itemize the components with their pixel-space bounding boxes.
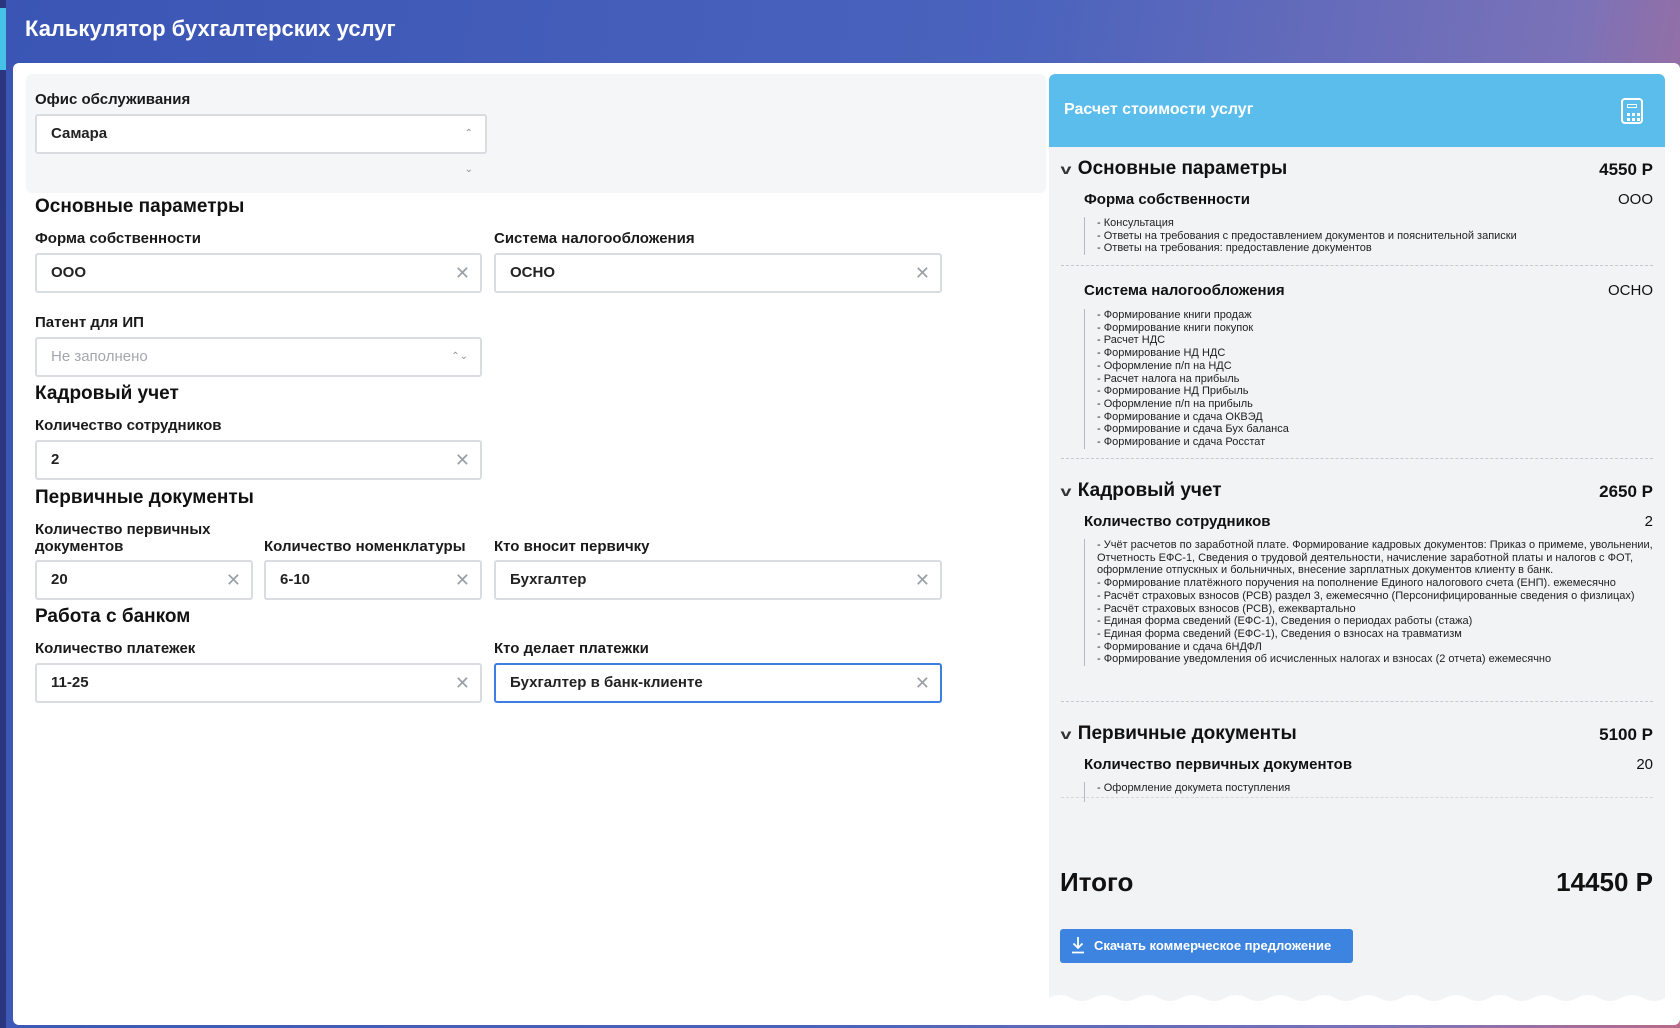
- list-item: - Единая форма сведений (ЕФС-1), Сведения о взносах на травматизм: [1097, 627, 1462, 640]
- patent-label: Патент для ИП: [35, 314, 144, 331]
- list-item: - Оформление п/п на прибыль: [1097, 397, 1253, 410]
- list-item: - Расчет НДС: [1097, 334, 1166, 347]
- clear-icon[interactable]: ✕: [914, 570, 930, 590]
- main-section-title: Основные параметры: [35, 196, 245, 217]
- clear-icon[interactable]: ✕: [454, 570, 470, 590]
- list-item: - Формирование НД НДС: [1097, 347, 1226, 360]
- list-item: - Формирование и сдача Бух баланса: [1097, 423, 1289, 436]
- panel-title: Расчет стоимости услуг: [1064, 101, 1254, 118]
- clear-icon[interactable]: ✕: [454, 263, 470, 283]
- separator: [1061, 701, 1653, 702]
- clear-icon[interactable]: ✕: [225, 570, 241, 590]
- app-title: Калькулятор бухгалтерских услуг: [25, 16, 396, 41]
- patent-placeholder: Не заполнено: [51, 348, 148, 365]
- list-item: - Формирование уведомления об исчисленных налогах и взносах (2 отчета) ежемесячно: [1097, 653, 1552, 666]
- list-item: - Расчёт страховых взносов (РСВ) раздел 3, ежемесячно (Персонифицированные сведения о физлицах): [1097, 589, 1635, 602]
- list-item: - Учёт расчетов по заработной плате. Формирование кадровых документов: Приказ о примеме, увольнении, Отчетность ЕФС-1, Сведения о трудовой деятельности, начисление заработной платы и налогов с ФОТ, оформление отпускных и больничных, внесение зарплатных документов клиенту в банк.: [1097, 539, 1653, 577]
- employees-param-value: 2: [1644, 513, 1653, 530]
- main-section-heading: Основные параметры: [1077, 158, 1288, 179]
- nomenclature-label: Количество номенклатуры: [264, 538, 466, 555]
- download-label: Скачать коммерческое предложение: [1094, 938, 1332, 953]
- list-item: - Формирование платёжного поручения на пополнение Единого налогового счета (ЕНП). ежемесячно: [1097, 577, 1616, 590]
- list-item: - Оформление докумета поступления: [1097, 782, 1291, 794]
- active-indicator: [0, 8, 6, 70]
- docs-section-title: Первичные документы: [35, 487, 254, 508]
- ownership-services-list: [1084, 217, 1654, 255]
- main-section-toggle[interactable]: [1062, 158, 1287, 180]
- list-item: - Формирование книги продаж: [1097, 309, 1252, 321]
- chevron-down-icon: v: [1060, 726, 1072, 742]
- nomenclature-select[interactable]: [264, 560, 482, 600]
- who-pays-label: Кто делает платежки: [494, 640, 649, 657]
- who-pays-select[interactable]: [494, 663, 942, 703]
- docs-param-value: 20: [1636, 756, 1653, 773]
- office-value: Самара: [51, 125, 108, 142]
- list-item: - Расчёт страховых взносов (РСВ), ежеквартально: [1097, 602, 1356, 615]
- clear-icon[interactable]: ✕: [454, 450, 470, 470]
- who-pays-value: Бухгалтер в банк-клиенте: [510, 674, 703, 691]
- docs-param-name: Количество первичных документов: [1084, 756, 1353, 773]
- ownership-label: Форма собственности: [35, 230, 201, 247]
- hr-section-heading: Кадровый учет: [1077, 480, 1222, 501]
- ownership-value: ООО: [51, 264, 87, 281]
- updown-icon: ⌃ ⌄: [464, 128, 473, 175]
- primary-docs-value: 20: [51, 571, 68, 588]
- list-item: - Единая форма сведений (ЕФС-1), Сведения о периодах работы (стажа): [1097, 615, 1473, 628]
- docs-section-toggle[interactable]: [1062, 723, 1297, 745]
- main-section-price: 4550 Р: [1599, 160, 1653, 179]
- total-value: 14450 Р: [1556, 867, 1653, 897]
- separator: [1061, 265, 1653, 266]
- ownership-select[interactable]: [35, 253, 482, 293]
- list-item: - Ответы на требования с предоставлением документов и пояснительной записки: [1097, 229, 1517, 242]
- who-enters-value: Бухгалтер: [510, 571, 587, 588]
- payments-label: Количество платежек: [35, 640, 196, 657]
- list-item: - Консультация: [1097, 217, 1174, 229]
- who-enters-label: Кто вносит первичку: [494, 538, 650, 555]
- chevron-down-icon: v: [1060, 161, 1072, 177]
- payments-value: 11-25: [51, 674, 89, 691]
- clear-icon[interactable]: ✕: [914, 263, 930, 283]
- list-item: - Формирование книги покупок: [1097, 321, 1254, 334]
- hr-services-list: [1084, 539, 1654, 666]
- payments-select[interactable]: [35, 663, 482, 703]
- employees-value: 2: [51, 451, 60, 468]
- hr-section-title: Кадровый учет: [35, 383, 179, 404]
- total-label: Итого: [1060, 867, 1134, 897]
- calculator-icon[interactable]: [1621, 98, 1643, 124]
- bank-section-title: Работа с банком: [35, 606, 191, 627]
- tax-services-list: [1084, 309, 1654, 449]
- clear-icon[interactable]: ✕: [454, 673, 470, 693]
- list-item: - Формирование и сдача ОКВЭД: [1097, 410, 1263, 423]
- office-select[interactable]: [35, 114, 487, 175]
- download-icon: [1071, 936, 1085, 954]
- tax-param-value: ОСНО: [1608, 282, 1653, 299]
- tax-param-name: Система налогообложения: [1084, 282, 1285, 299]
- receipt-edge: [1049, 992, 1665, 1006]
- panel-header: [1049, 74, 1665, 147]
- list-item: - Оформление п/п на НДС: [1097, 359, 1232, 372]
- docs-section-heading: Первичные документы: [1077, 723, 1297, 744]
- download-offer-button[interactable]: [1060, 929, 1353, 963]
- separator: [1061, 797, 1653, 798]
- list-item: - Формирование НД Прибыль: [1097, 385, 1249, 398]
- list-item: - Расчет налога на прибыль: [1097, 372, 1240, 385]
- tax-system-value: ОСНО: [510, 264, 555, 281]
- clear-icon[interactable]: ✕: [914, 673, 930, 693]
- list-item: - Формирование и сдача Росстат: [1097, 436, 1266, 449]
- ownership-param-name: Форма собственности: [1084, 191, 1250, 208]
- left-edge-strip: [0, 0, 6, 1028]
- hr-section-toggle[interactable]: [1062, 480, 1222, 502]
- panel-scroll-area[interactable]: [1049, 147, 1665, 923]
- employees-label: Количество сотрудников: [35, 417, 222, 434]
- office-label: Офис обслуживания: [35, 91, 191, 108]
- employees-param-name: Количество сотрудников: [1084, 513, 1271, 530]
- list-item: - Формирование и сдача 6НДФЛ: [1097, 640, 1262, 653]
- cost-panel: [1049, 74, 1665, 1006]
- tax-system-select[interactable]: [494, 253, 942, 293]
- primary-docs-input[interactable]: [35, 560, 253, 600]
- calculator-window: [13, 63, 1680, 1025]
- updown-icon: ⌃⌄: [451, 351, 468, 362]
- hr-section-price: 2650 Р: [1599, 482, 1653, 501]
- docs-section-price: 5100 Р: [1599, 725, 1653, 744]
- list-item: - Ответы на требования: предоставление документов: [1097, 242, 1372, 255]
- employees-input[interactable]: [35, 440, 482, 480]
- ownership-param-value: ООО: [1617, 191, 1653, 208]
- who-enters-select[interactable]: [494, 560, 942, 600]
- tax-system-label: Система налогообложения: [494, 230, 695, 247]
- separator: [1061, 458, 1653, 459]
- chevron-down-icon: v: [1060, 483, 1072, 499]
- docs-services-list: [1084, 782, 1654, 802]
- patent-select[interactable]: [35, 337, 482, 377]
- primary-docs-label: Количество первичных документов: [35, 521, 211, 555]
- nomenclature-value: 6-10: [280, 571, 311, 588]
